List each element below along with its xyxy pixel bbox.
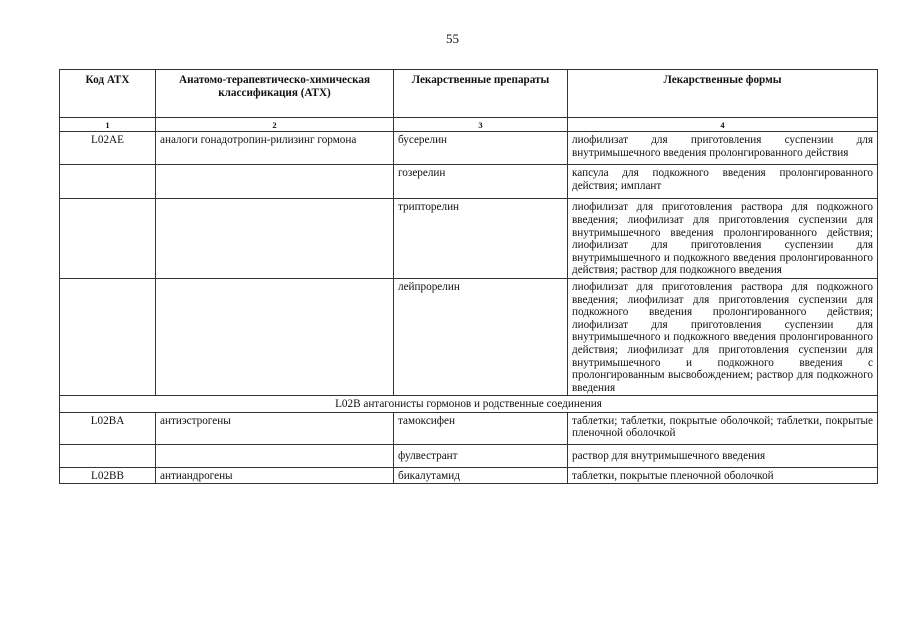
column-number-row: [60, 118, 878, 132]
table-row: [60, 165, 878, 199]
forms-cell: лиофилизат для приготовления суспензии для внутримышечного введения пролонгированного действия: [568, 132, 878, 165]
column-number: 3: [394, 118, 568, 132]
table-row: [60, 199, 878, 279]
forms-cell: раствор для внутримышечного введения: [568, 445, 878, 468]
atx-table: [59, 69, 878, 484]
table-row: [60, 467, 878, 484]
classification-cell: [156, 199, 394, 279]
drug-cell: трипторелин: [394, 199, 568, 279]
table-row: [60, 132, 878, 165]
header-row: [60, 70, 878, 118]
header-drugs: Лекарственные препараты: [394, 70, 568, 118]
table-row: [60, 278, 878, 395]
classification-cell: аналоги гонадотропин-рилизинг гормона: [156, 132, 394, 165]
page-number: 55: [446, 31, 459, 46]
section-header: L02B антагонисты гормонов и родственные соединения: [60, 396, 878, 413]
classification-cell: [156, 165, 394, 199]
drug-cell: гозерелин: [394, 165, 568, 199]
column-number: 4: [568, 118, 878, 132]
atx-code-cell: [60, 199, 156, 279]
classification-cell: [156, 445, 394, 468]
drug-cell: тамоксифен: [394, 412, 568, 444]
drug-cell: фулвестрант: [394, 445, 568, 468]
atx-code-cell: [60, 165, 156, 199]
atx-code-cell: L02AE: [60, 132, 156, 165]
classification-cell: антиэстрогены: [156, 412, 394, 444]
atx-code-cell: L02BB: [60, 467, 156, 484]
table-row: [60, 445, 878, 468]
column-number: 1: [60, 118, 156, 132]
column-number: 2: [156, 118, 394, 132]
forms-cell: капсула для подкожного введения пролонгированного действия; имплант: [568, 165, 878, 199]
header-dosage-forms: Лекарственные формы: [568, 70, 878, 118]
atx-code-cell: L02BA: [60, 412, 156, 444]
atx-code-cell: [60, 278, 156, 395]
drug-cell: бусерелин: [394, 132, 568, 165]
section-header-row: [60, 396, 878, 413]
classification-cell: антиандрогены: [156, 467, 394, 484]
drug-cell: лейпрорелин: [394, 278, 568, 395]
header-atx-code: Код АТХ: [60, 70, 156, 118]
forms-cell: лиофилизат для приготовления раствора для подкожного введения; лиофилизат для приготовления суспензии для внутримышечного введения пролонгированного действия; лиофилизат для приготовления суспензии для внутримышечного и подкожного введения пролонгированного действия; раствор для подкожного введения: [568, 199, 878, 279]
forms-cell: лиофилизат для приготовления раствора для подкожного введения; лиофилизат для приготовления суспензии для подкожного введения пролонгированного действия; лиофилизат для приготовления суспензии для внутримышечного и подкожного введения пролонгированного действия; лиофилизат для приготовления суспензии для внутримышечного и подкожного введения с пролонгированным высвобождением; раствор для подкожного введения: [568, 278, 878, 395]
atx-code-cell: [60, 445, 156, 468]
drug-cell: бикалутамид: [394, 467, 568, 484]
classification-cell: [156, 278, 394, 395]
forms-cell: таблетки; таблетки, покрытые оболочкой; таблетки, покрытые пленочной оболочкой: [568, 412, 878, 444]
header-atx-classification: Анатомо-терапевтическо-химическая классификация (АТХ): [156, 70, 394, 118]
table-row: [60, 412, 878, 444]
forms-cell: таблетки, покрытые пленочной оболочкой: [568, 467, 878, 484]
